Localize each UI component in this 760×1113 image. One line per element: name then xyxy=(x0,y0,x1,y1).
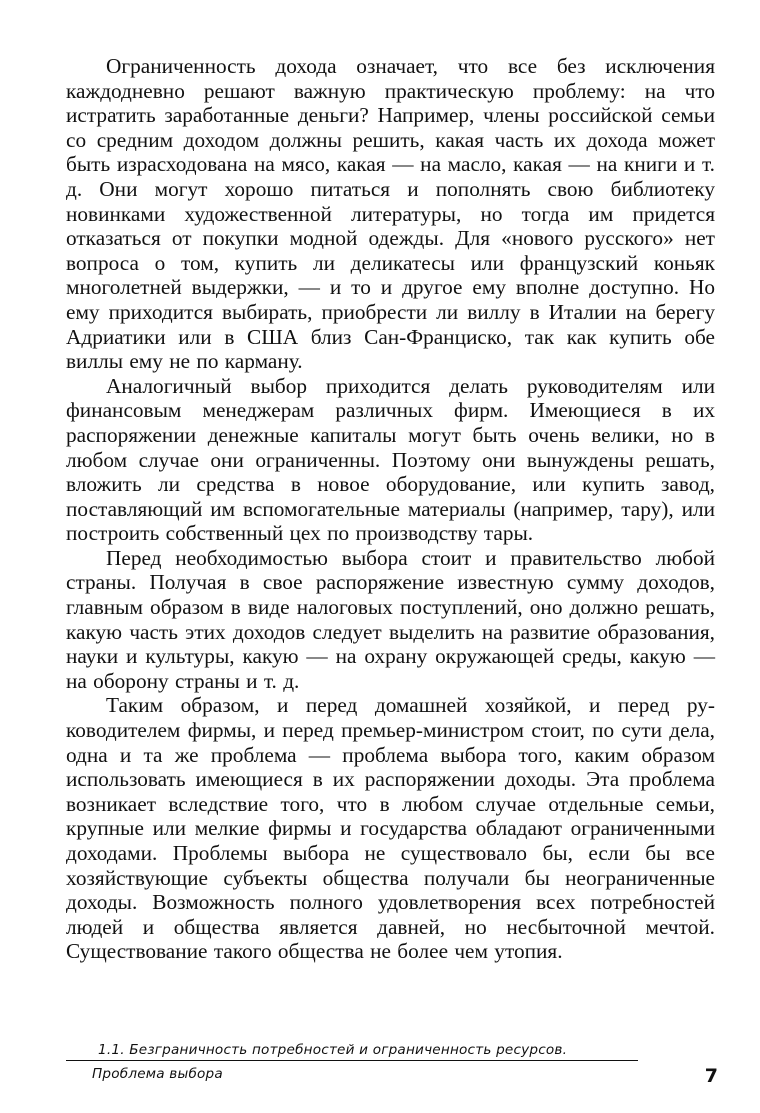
paragraph-3: Перед необходимостью выбора стоит и правительство любой страны. Получая в свое распоряжение известную сумму доходов, главным образом в виде налоговых поступлений, оно должно решать, какую часть этих доходов следует выделить на развитие образования, науки и культуры, какую — на охрану окружающей среды, какую — на оборону страны и т. д. xyxy=(66,545,715,693)
page-number: 7 xyxy=(704,1065,718,1087)
paragraph-4: Таким образом, и перед домашней хозяйкой, и перед руководителем фирмы, и перед премьер-министром стоит, по сути дела, одна и та же проблема — проблема выбора того, каким образом использовать имеющиеся в их распоряжении доходы. Эта проблема возникает вследствие того, что в любом случае отдельные семьи, крупные или мелкие фирмы и государства обладают ограниченными доходами. Проблемы выбора не существовало бы, если бы все хозяйствующие субъекты общества получали бы неограниченные доходы. Возможность полного удовлетворения всех потребностей людей и общества является давней, но несбыточной мечтой. Существование такого общества не более чем утопия. xyxy=(66,693,715,964)
page-body xyxy=(66,54,715,964)
paragraph-2: Аналогичный выбор приходится делать руководителям или финансовым менеджерам различных фирм. Имеющиеся в их распоряжении денежные капиталы могут быть очень велики, но в любом случае они ограниченны. Поэтому они вынуждены решать, вложить ли средства в новое оборудование, или купить завод, поставляющий им вспомогательные материалы (например, тару), или построить собственный цех по производству тары. xyxy=(66,373,715,546)
footer-subsection-title: Проблема выбора xyxy=(92,1066,223,1082)
page-footer xyxy=(66,1040,718,1087)
paragraph-1: Ограниченность дохода означает, что все без исключения каждодневно решают важную практическую проблему: на что истратить заработанные деньги? Например, члены российской семьи со средним доходом должны решить, какая часть их дохода может быть израсходована на мясо, какая — на масло, какая — на книги и т. д. Они могут хорошо питаться и пополнять свою библиотеку новинками художественной литературы, но тогда им придется отказаться от покупки модной одежды. Для «нового русского» нет вопроса о том, купить ли деликатесы или французский коньяк многолетней выдержки, — и то и другое ему вполне доступно. Но ему приходится выбирать, приобрести ли виллу в Италии на берегу Адриатики или в США близ Сан-Франциско, так как купить обе виллы ему не по карману. xyxy=(66,54,715,374)
footer-section-title: 1.1. Безграничность потребностей и ограниченность ресурсов. xyxy=(66,1040,638,1061)
